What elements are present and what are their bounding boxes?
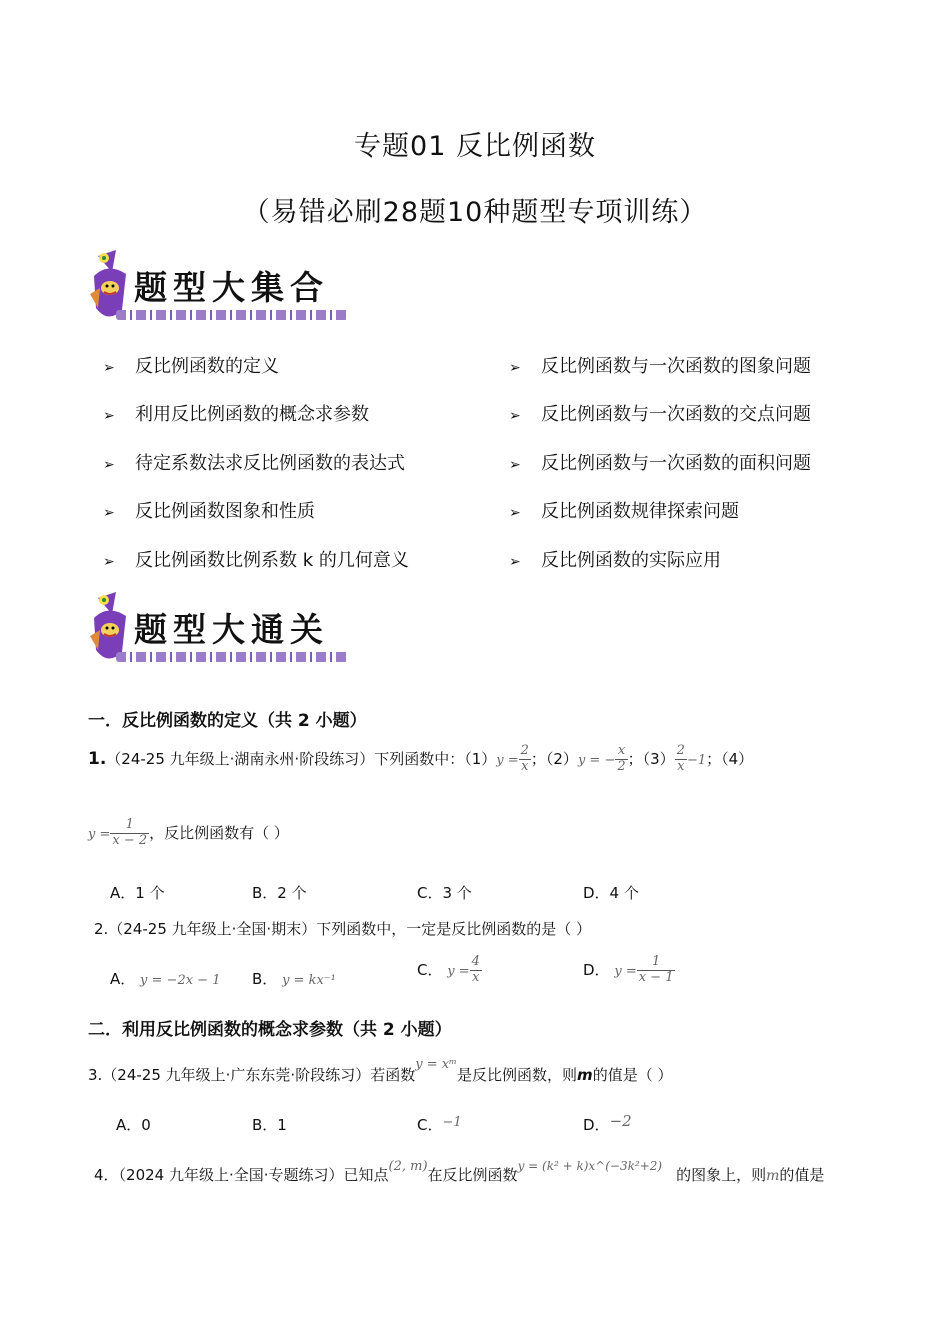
topic-item: ➢ 反比例函数的实际应用 <box>509 550 721 571</box>
option-d: D． y = $\frac{1}{x - 1}$ <box>583 954 674 985</box>
banner-underline <box>116 310 348 320</box>
question-1: 1.（24-25 九年级上·湖南永州·阶段练习）下列函数中：（1）y = $\frac{2}{x}$ ；（2）y = − $\frac{x}{2}$ ；（3） $\frac{2}{x}$ −1；（4） <box>88 743 754 774</box>
option-c: C．3 个 <box>417 884 472 902</box>
option-b: B．2 个 <box>252 884 307 902</box>
topic-item: ➢ 反比例函数比例系数 k 的几何意义 <box>103 550 409 571</box>
option-a: A． y = −2x − 1 <box>110 970 221 988</box>
option-d: D．−2 <box>583 1112 632 1134</box>
section-heading-2: 二．利用反比例函数的概念求参数（共 2 小题） <box>88 1020 452 1040</box>
topic-item: ➢ 利用反比例函数的概念求参数 <box>103 404 369 425</box>
fraction: $\frac{2}{x}$ <box>676 743 685 774</box>
topic-item: ➢ 反比例函数与一次函数的面积问题 <box>509 453 811 474</box>
option-c: C．−1 <box>417 1115 462 1134</box>
arrow-bullet-icon: ➢ <box>103 408 115 424</box>
question-3: 3.（24-25 九年级上·广东东莞·阶段练习）若函数y = xᵐ是反比例函数，则m的值是（ ） <box>88 1057 673 1084</box>
arrow-bullet-icon: ➢ <box>509 408 521 424</box>
topic-item: ➢ 待定系数法求反比例函数的表达式 <box>103 453 405 474</box>
fraction: $\frac{2}{x}$ <box>520 743 529 774</box>
banner-topic-pass <box>86 590 356 680</box>
arrow-bullet-icon: ➢ <box>103 505 115 521</box>
option-c: C． y = $\frac{4}{x}$ <box>417 954 480 985</box>
option-b: B． y = kx⁻¹ <box>252 970 336 988</box>
option-b: B．1 <box>252 1116 287 1134</box>
section-heading-1: 一．反比例函数的定义（共 2 小题） <box>88 711 367 731</box>
arrow-bullet-icon: ➢ <box>509 554 521 570</box>
topic-item: ➢ 反比例函数规律探索问题 <box>509 501 739 522</box>
arrow-bullet-icon: ➢ <box>103 360 115 376</box>
document-subtitle: （易错必刷28题10种题型专项训练） <box>242 197 708 228</box>
banner-text: 题型大集合 <box>134 268 329 307</box>
fraction: $\frac{4}{x}$ <box>471 954 480 985</box>
question-4: 4．（2024 九年级上·全国·专题练习）已知点(2, m)在反比例函数$^{y = (k^2 + k)x\^{}(-3k^2+2)}$ 的图象上，则m的值是 <box>94 1159 825 1184</box>
arrow-bullet-icon: ➢ <box>103 457 115 473</box>
document-title: 专题01 反比例函数 <box>354 131 596 162</box>
fraction: $\frac{1}{x - 1}$ <box>638 954 674 985</box>
banner-topic-collection <box>86 248 356 338</box>
question-source: （24-25 九年级上·湖南永州·阶段练习）下列函数中：（1） <box>106 749 497 768</box>
banner-underline <box>116 652 348 662</box>
arrow-bullet-icon: ➢ <box>509 505 521 521</box>
topic-item: ➢ 反比例函数的定义 <box>103 356 279 377</box>
question-number: 1. <box>88 748 107 769</box>
option-a: A．1 个 <box>110 884 165 902</box>
banner-text: 题型大通关 <box>134 610 329 649</box>
fraction: $\frac{x}{2}$ <box>617 743 626 774</box>
arrow-bullet-icon: ➢ <box>103 554 115 570</box>
fraction: $\frac{1}{x - 2}$ <box>112 817 148 848</box>
arrow-bullet-icon: ➢ <box>509 457 521 473</box>
topic-item: ➢ 反比例函数与一次函数的图象问题 <box>509 356 811 377</box>
topic-item: ➢ 反比例函数与一次函数的交点问题 <box>509 404 811 425</box>
question-1-cont: y = $\frac{1}{x - 2}$ ，反比例函数有（ ） <box>88 817 289 848</box>
arrow-bullet-icon: ➢ <box>509 360 521 376</box>
option-d: D．4 个 <box>583 884 639 902</box>
option-a: A．0 <box>116 1116 151 1134</box>
topic-item: ➢ 反比例函数图象和性质 <box>103 501 315 522</box>
question-2: 2.（24-25 九年级上·全国·期末）下列函数中，一定是反比例函数的是（ ） <box>94 920 591 938</box>
